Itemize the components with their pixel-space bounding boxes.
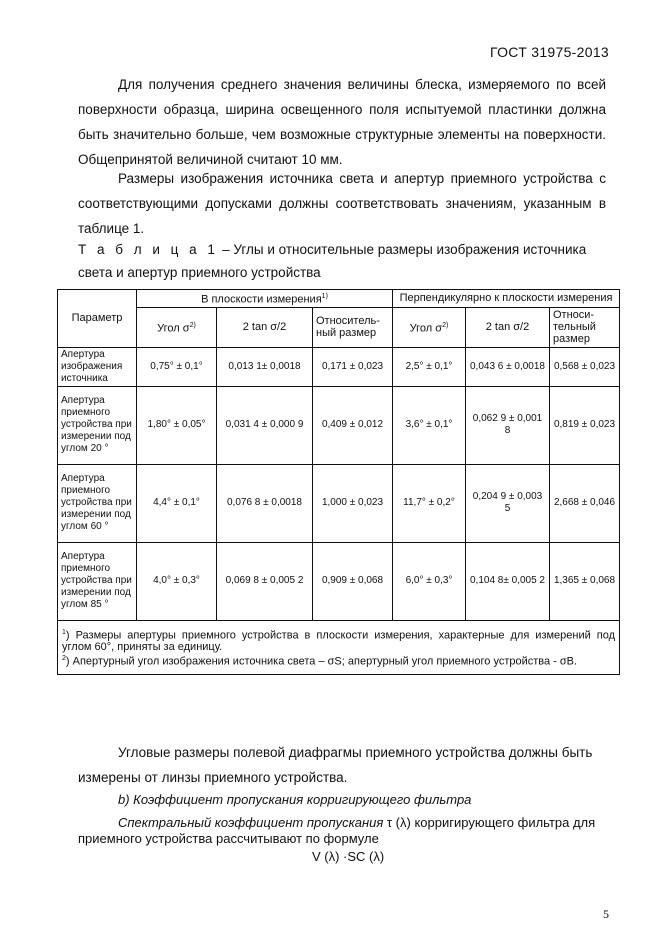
cell: 0,568 ± 0,023 [550, 347, 620, 386]
cell: 0,013 1± 0,0018 [217, 347, 313, 386]
header-tan-1: 2 tan σ/2 [217, 307, 313, 347]
cell: 0,069 8 ± 0,005 2 [217, 542, 313, 620]
paragraph-5-rest: τ (λ) корригирующего фильтра для приемного устройства рассчитывают по формуле [78, 815, 596, 846]
cell: 1,000 ± 0,023 [313, 464, 393, 542]
page-number: 5 [603, 907, 609, 921]
table-subheader-row [58, 307, 620, 347]
header-angle-1-sup: 2) [189, 321, 196, 329]
table-notes [58, 620, 620, 674]
table-notes-row [58, 620, 620, 674]
table-row [58, 542, 620, 620]
cell: 2,668 ± 0,046 [550, 464, 620, 542]
note-1 [62, 627, 615, 654]
note-1-text: ) Размеры апертуры приемного устройства в плоскости измерения, характерные для измерений под углом 60°, приняты за единицу. [62, 629, 616, 654]
header-rel-1: Относитель-ный размер [313, 307, 393, 347]
cell: 4,4° ± 0,1° [137, 464, 217, 542]
cell: 0,819 ± 0,023 [550, 386, 620, 464]
note-1-mark: 1 [62, 628, 66, 636]
cell: 0,204 9 ± 0,003 5 [466, 464, 550, 542]
paragraph-1: Для получения среднего значения величины блеска, измеряемого по всей поверхности образца, ширина освещенного поля испытуемой пластинки должна быть значительно больше, чем возможные структурные элементы на поверхности. Общепринятой величиной считают 10 мм. [78, 77, 606, 167]
header-rel-2: Относи-тельный размер [550, 307, 620, 347]
note-2 [62, 653, 615, 668]
header-param: Параметр [58, 290, 137, 348]
header-plane-text: В плоскости измерения [201, 293, 322, 306]
formula: V (λ) ·SC (λ) [312, 849, 385, 864]
header-tan-2: 2 tan σ/2 [466, 307, 550, 347]
row-param: Апертура изображения источника [58, 347, 137, 386]
table-header-row [58, 290, 620, 308]
paragraph-5 [78, 815, 606, 847]
cell: 0,076 8 ± 0,0018 [217, 464, 313, 542]
cell: 0,409 ± 0,012 [313, 386, 393, 464]
section-b-heading: b) Коэффициент пропускания корригирующего фильтра [118, 792, 472, 807]
cell: 0,062 9 ± 0,001 8 [466, 386, 550, 464]
cell: 6,0° ± 0,3° [393, 542, 466, 620]
header-angle-2-sup: 2) [442, 321, 449, 329]
row-param: Апертура приемного устройства при измерении под углом 85 ° [58, 542, 137, 620]
paragraph-2: Размеры изображения источника света и апертур приемного устройства с соответствующими допусками должны соответствовать значениям, указанным в таблице 1. [78, 171, 606, 236]
header-perp: Перпендикулярно к плоскости измерения [393, 290, 620, 308]
table-row [58, 464, 620, 542]
table-caption-prefix: Т а б л и ц а 1 [78, 242, 219, 257]
cell: 2,5° ± 0,1° [393, 347, 466, 386]
note-2-text: ) Апертурный угол изображения источника света – σS; апертурный угол приемного устройства - σB. [65, 655, 578, 668]
cell: 1,80° ± 0,05° [137, 386, 217, 464]
header-plane [137, 290, 393, 308]
table-row [58, 347, 620, 386]
cell: 0,104 8± 0,005 2 [466, 542, 550, 620]
cell: 0,909 ± 0,068 [313, 542, 393, 620]
table-caption-text: – Углы и относительные размеры изображения источника света и апертур приемного устройства [78, 242, 587, 280]
table-row [58, 386, 620, 464]
header-angle-2 [393, 307, 466, 347]
header-angle-1-text: Угол σ [157, 322, 190, 335]
cell: 0,75° ± 0,1° [137, 347, 217, 386]
row-param: Апертура приемного устройства при измерении под углом 60 ° [58, 464, 137, 542]
cell: 0,043 6 ± 0,0018 [466, 347, 550, 386]
data-table [57, 289, 620, 675]
header-angle-1 [137, 307, 217, 347]
cell: 11,7° ± 0,2° [393, 464, 466, 542]
header-angle-2-text: Угол σ [409, 322, 443, 335]
cell: 0,031 4 ± 0,000 9 [217, 386, 313, 464]
cell: 1,365 ± 0,068 [550, 542, 620, 620]
paragraph-5-italic: Спектральный коэффициент пропускания [118, 815, 384, 830]
header-plane-sup: 1) [321, 293, 328, 300]
cell: 0,171 ± 0,023 [313, 347, 393, 386]
row-param: Апертура приемного устройства при измерении под углом 20 ° [58, 386, 137, 464]
note-2-mark: 2 [62, 655, 66, 663]
standard-header: ГОСТ 31975-2013 [489, 44, 609, 60]
paragraph-3: Угловые размеры полевой диафрагмы приемного устройства должны быть измерены от линзы приемного устройства. [78, 745, 593, 785]
cell: 3,6° ± 0,1° [393, 386, 466, 464]
table-caption [78, 238, 606, 284]
cell: 4,0° ± 0,3° [137, 542, 217, 620]
